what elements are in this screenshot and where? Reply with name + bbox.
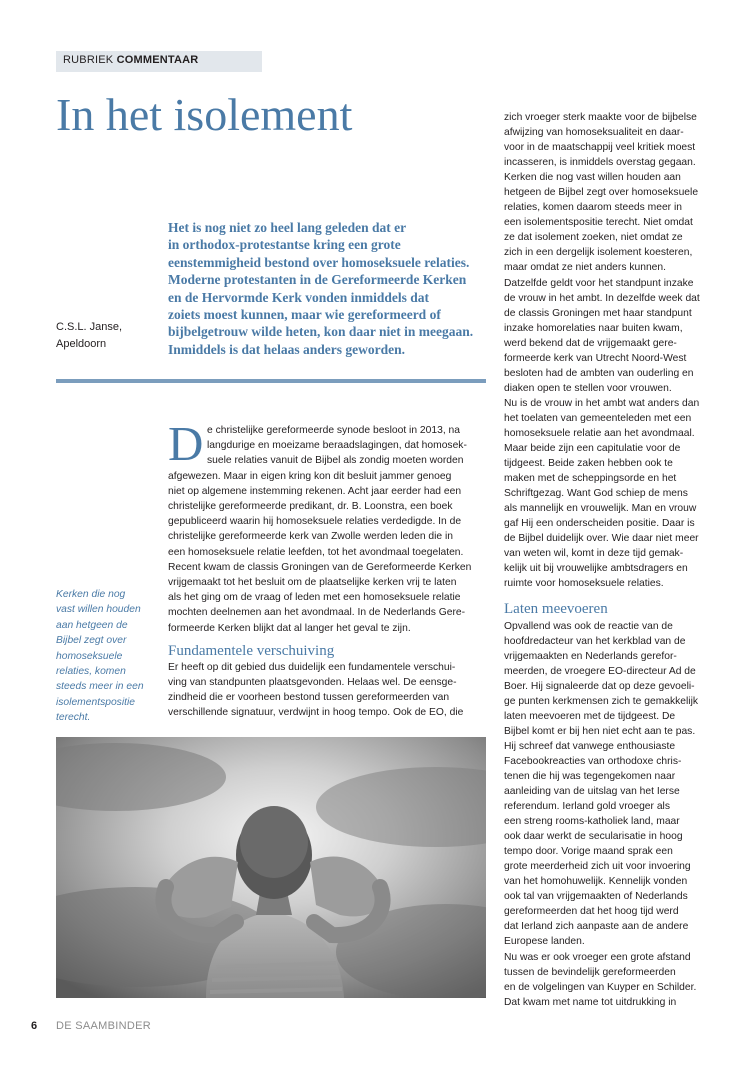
divider-rule [56,379,486,383]
pull-quote-line: isolementspositie [56,696,135,708]
body-line: suele relaties vanuit de Bijbel als zondig moeten worden [207,455,464,467]
body-line: verschillende signatuur, verdwijnt in hoog tempo. Ook de EO, die [168,707,464,719]
dropcap-letter: D [168,416,204,471]
body-line: zich vroeger sterk maakte voor de bijbelse [504,112,697,123]
body-line: Schriftgezag. Want God schiep de mens [504,488,688,500]
dropcap-paragraph [168,416,493,471]
body-line: ruimte voor homoseksuele relaties. [504,578,664,590]
body-line: e christelijke gereformeerde synode besloot in 2013, na [207,425,460,436]
body-line: de vrouw in het ambt. In dezelfde week dat [504,292,700,304]
body-line: afgewezen. Maar in eigen kring kon dit besluit jammer genoeg [168,470,452,482]
body-line: laten meevoeren met de tijdgeest. De [504,710,676,722]
body-line: Er heeft op dit gebied dus duidelijk een fundamentele verschui- [168,661,456,673]
rubriek-label: RUBRIEK COMMENTAAR [63,54,199,66]
body-line: een streng rooms-katholiek land, maar [504,816,680,828]
body-line: ge punten kerkmensen zich te gemakkelijk [504,695,699,707]
body-line: Nu was er ook vroeger een grote afstand [504,951,691,963]
body-line: Hij schreef dat vanwege enthousiaste [504,740,676,752]
pull-quote-line: vast willen houden [56,604,141,616]
body-line: christelijke gereformeerde kerk van Zwolle werden leden die in [168,531,454,543]
pull-quote-line: terecht. [56,712,91,724]
body-line: Kerken die nog vast willen houden aan [504,172,681,184]
body-line: ving van standpunten plaatsgevonden. Helaas wel. De eensge- [168,677,457,689]
body-line: zindheid die er voorheen bestond tussen gereformeerden van [168,692,450,704]
body-line: besloten had de ambten van ouderling en [504,367,694,379]
body-line: formeerde Kerken blijkt dat al langer het geval te zijn. [168,622,411,634]
author-place: Apeldoorn [56,338,107,350]
intro-line: Het is nog niet zo heel lang geleden dat er [168,220,407,235]
body-line: Bijbel komt er bij hen niet echt aan te pas. [504,725,696,737]
author-byline [56,319,122,353]
body-line: Recent kwam de classis Groningen van de Gereformeerde Kerken [168,561,472,573]
intro-line: eenstemmigheid bestond over homoseksuele relaties. [168,254,470,270]
body-line: de classis Groningen met haar standpunt [504,307,692,319]
body-line: gepubliceerd waarin hij homoseksuele relaties verdedigde. In de [168,516,462,528]
body-line: homoseksuele relatie aan het avondmaal. [504,427,695,439]
body-line: incasseren, is inmiddels overstag gegaan. [504,157,696,169]
body-line: niet op algemene instemming rekenen. Acht jaar eerder had een [168,485,462,497]
body-line: als mannelijk en vrouwelijk. Man en vrouw [504,503,697,515]
body-line: mochten deelnemen aan het avondmaal. In de Nederlands Gere- [168,607,466,619]
body-line: Nu is de vrouw in het ambt wat anders dan [504,397,700,409]
body-line: langdurige en moeizame beraadslagingen, dat homosek- [207,440,467,452]
body-line: ook daar werkt de secularisatie in hoog [504,831,683,843]
body-line: relaties, komen daarom steeds meer in [504,202,682,214]
intro-line: Inmiddels is dat helaas anders geworden. [168,341,406,357]
body-line: tempo door. Vorige maand sprak een [504,846,673,858]
body-line: als het ging om de vraag of leden met een homoseksuele relatie [168,592,461,604]
body-line: het toelaten van gemeenteleden met een [504,412,692,424]
body-line: Facebookreacties van orthodoxe chris- [504,755,682,767]
body-line: aanleiding van de uitslag van het Ierse [504,786,680,798]
body-line: vrijgemaakten en Nederlands gerefor- [504,650,677,662]
body-line: Datzelfde geldt voor het standpunt inzake [504,277,694,289]
photo-man-hands-behind-head [56,737,486,998]
pull-quote-line: relaties, komen [56,666,126,678]
body-line: hoofdredacteur van het kerkblad van de [504,635,686,647]
body-line: Boer. Hij signaleerde dat op deze gevoeli- [504,680,695,692]
intro-line: in orthodox-protestantse kring een grote [168,237,401,253]
pull-quote-line: Kerken die nog [56,589,126,600]
body-line: Opvallend was ook de reactie van de [504,620,673,632]
body-line: afwijzing van homoseksualiteit en daar- [504,127,684,139]
subheading: Fundamentele verschuiving [168,642,335,659]
intro-line: en de Hervormde Kerk vonden inmiddels dat [168,289,430,305]
body-line: ze dat isolement zoeken, niet omdat ze [504,232,683,244]
body-line: grote meerderheid zich uit voor invoering [504,861,691,873]
body-line: hetgeen de Bijbel zegt over homoseksuele [504,187,699,199]
body-line: en de volgelingen van Kuyper en Schilder. [504,981,697,993]
body-line: van weten wil, komt in deze tijd gemak- [504,548,684,560]
body-line: diaken open te stellen voor vrouwen. [504,382,672,394]
body-line: referendum. Ierland gold vroeger als [504,801,670,813]
article-photo [56,737,486,998]
body-line: voor in de maatschappij veel kritiek moest [504,142,696,154]
intro-paragraph [168,219,498,358]
body-line: vrijgemaakt tot het besluit om de plaatselijke kerken vrij te laten [168,577,457,589]
publication-name: DE SAAMBINDER [56,1020,151,1032]
pull-quote [56,587,161,726]
page-number: 6 [31,1020,38,1032]
pull-quote-line: Bijbel zegt over [56,635,127,647]
body-line: inzake homorelaties naar buiten kwam, [504,322,683,334]
body-line: kelijk uit bij vrouwelijke ambtsdragers en [504,563,688,575]
body-line: zich in een dergelijk isolement koesteren, [504,247,693,259]
body-line: Maar beide zijn een capitulatie voor de [504,443,681,455]
body-column [168,416,493,721]
author-name: C.S.L. Janse, [56,321,123,333]
body-line: Europese landen. [504,936,585,948]
body-line: meerden, de vroegere EO-directeur Ad de [504,665,696,677]
intro-line: Moderne protestanten in de Gereformeerde Kerken [168,272,467,288]
right-column [504,110,719,1010]
pull-quote-line: steeds meer in een [56,681,144,693]
body-line: tenen die hij was tegengekomen naar [504,770,676,782]
body-line: maken met de scheppingsorde en het [504,473,677,485]
body-line: werd bekend dat de vrijgemaakt gere- [504,337,677,349]
intro-line: zoiets moest kunnen, maar wie gereformeerd of [168,307,441,323]
body-line: ook tal van vrijgemaakten of Nederlands [504,891,688,903]
body-line: Dat kwam met name tot uitdrukking in [504,996,677,1008]
body-line: van het homohuwelijk. Kennelijk vonden [504,876,688,888]
body-line: een isolementspositie terecht. Niet omdat [504,217,693,229]
intro-line: bijbelgetrouw wilde heten, kon daar niet in meegaan. [168,324,474,340]
body-line: gereformeerden dat het hoog tijd werd [504,906,679,918]
pull-quote-line: aan hetgeen de [56,619,128,631]
body-line: de Bijbel duidelijk over. Wie daar niet meer [504,533,699,545]
rubriek-bar [56,51,262,72]
body-line: maar omdat ze niet anders kunnen. [504,262,666,274]
pull-quote-line: homoseksuele [56,650,123,662]
rubriek-name: COMMENTAAR [116,54,199,66]
article-title: In het isolement [56,89,353,140]
body-line: tussen de bevindelijk gereformeerden [504,966,676,978]
body-line: dat Ierland zich aanpaste aan de andere [504,921,689,933]
body-line: tijdgeest. Beide zaken hebben ook te [504,458,673,470]
body-line: gaf Hij een onderscheiden positie. Daar is [504,518,695,530]
body-line: formeerde kerk van Utrecht Noord-West [504,352,687,364]
body-line: een homoseksuele relatie leefden, tot het avondmaal toegelaten. [168,546,464,558]
body-line: christelijke gereformeerde predikant, dr. B. Loonstra, een boek [168,501,453,513]
subheading: Laten meevoeren [504,600,608,617]
